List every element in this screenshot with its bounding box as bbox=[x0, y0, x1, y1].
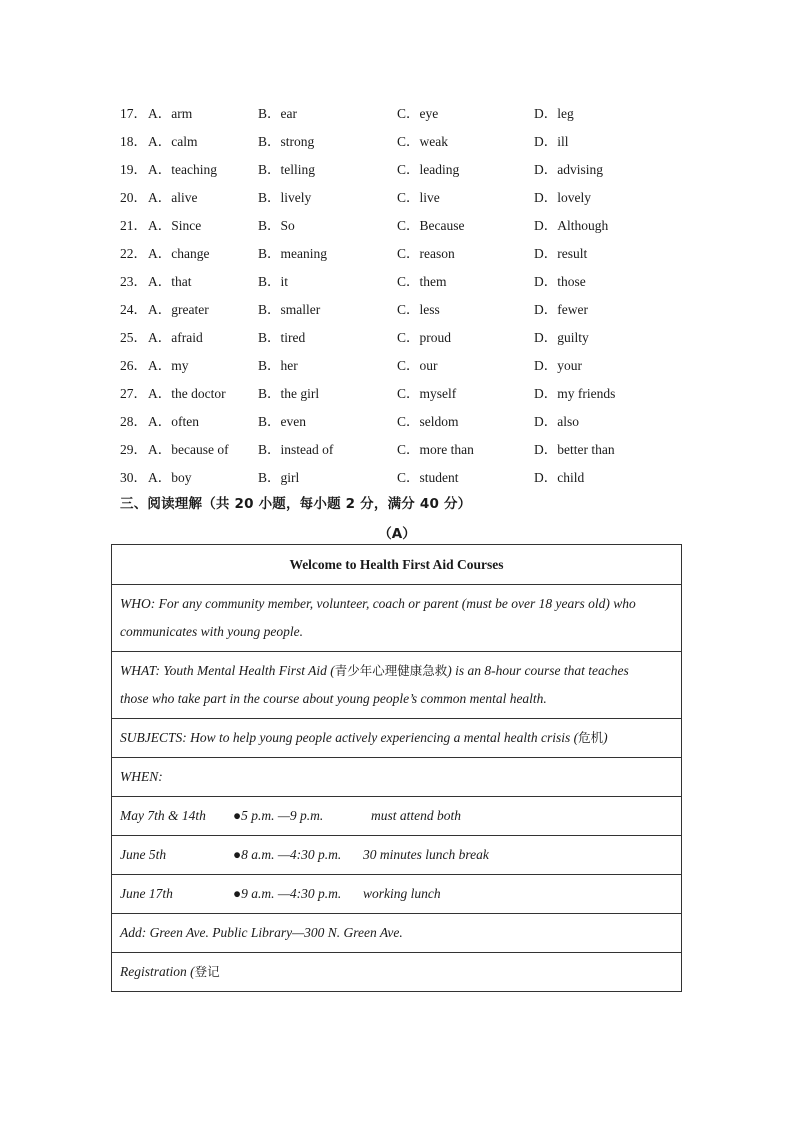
option-b: B．girl bbox=[258, 470, 300, 485]
option-a: A．Since bbox=[148, 218, 202, 233]
schedule-time: ●5 p.m. —9 p.m. bbox=[233, 808, 324, 823]
option-a: A．calm bbox=[148, 134, 198, 149]
who-cell bbox=[112, 584, 681, 651]
question-row-18 bbox=[120, 128, 680, 156]
schedule-row-2 bbox=[112, 835, 681, 874]
what-line-1 bbox=[120, 657, 673, 685]
subjects-text: SUBJECTS: How to help young people actively experiencing a mental health crisis ( bbox=[120, 730, 579, 745]
option-d: D．your bbox=[534, 358, 582, 373]
option-c: C．Because bbox=[397, 218, 465, 233]
question-number: 28． bbox=[120, 414, 147, 429]
schedule-time: ●9 a.m. —4:30 p.m. bbox=[233, 886, 342, 901]
question-row-17 bbox=[120, 100, 680, 128]
option-a: A．the doctor bbox=[148, 386, 226, 401]
option-b: B．her bbox=[258, 358, 298, 373]
registration-chinese-note: 登记 bbox=[194, 964, 220, 979]
schedule-time: ●8 a.m. —4:30 p.m. bbox=[233, 847, 342, 862]
question-number: 21． bbox=[120, 218, 147, 233]
question-row-29 bbox=[120, 436, 680, 464]
option-a: A．teaching bbox=[148, 162, 217, 177]
option-a: A．arm bbox=[148, 106, 193, 121]
option-a: A．afraid bbox=[148, 330, 203, 345]
question-number: 29． bbox=[120, 442, 147, 457]
schedule-note: must attend both bbox=[371, 808, 461, 823]
question-number: 22． bbox=[120, 246, 147, 261]
schedule-date: June 17th bbox=[120, 886, 173, 901]
option-b: B．smaller bbox=[258, 302, 321, 317]
option-c: C．our bbox=[397, 358, 438, 373]
question-row-26 bbox=[120, 352, 680, 380]
subjects-chinese-note: 危机 bbox=[578, 730, 604, 745]
schedule-note: 30 minutes lunch break bbox=[363, 847, 489, 862]
option-d: D．my friends bbox=[534, 386, 616, 401]
option-c: C．proud bbox=[397, 330, 451, 345]
option-c: C．reason bbox=[397, 246, 455, 261]
question-row-19 bbox=[120, 156, 680, 184]
option-d: D．fewer bbox=[534, 302, 588, 317]
who-line-2: communicates with young people. bbox=[120, 624, 303, 639]
what-chinese-note: 青少年心理健康急救 bbox=[334, 663, 448, 678]
who-line-1: WHO: For any community member, volunteer, coach or parent (must be over 18 years old) who bbox=[120, 596, 636, 611]
what-text-end: ) is an 8-hour course that teaches bbox=[447, 663, 629, 678]
option-d: D．child bbox=[534, 470, 585, 485]
question-number: 23． bbox=[120, 274, 147, 289]
subjects-close: ) bbox=[603, 730, 608, 745]
course-info-table bbox=[111, 544, 682, 992]
when-label: WHEN: bbox=[120, 769, 163, 784]
schedule-note: working lunch bbox=[363, 886, 441, 901]
question-number: 26． bbox=[120, 358, 147, 373]
address-cell bbox=[112, 913, 681, 952]
question-row-30 bbox=[120, 464, 680, 492]
option-c: C．weak bbox=[397, 134, 448, 149]
question-number: 24． bbox=[120, 302, 147, 317]
option-a: A．boy bbox=[148, 470, 192, 485]
option-b: B．strong bbox=[258, 134, 315, 149]
question-number: 18． bbox=[120, 134, 147, 149]
option-c: C．leading bbox=[397, 162, 460, 177]
option-d: D．leg bbox=[534, 106, 574, 121]
option-a: A．my bbox=[148, 358, 189, 373]
option-d: D．ill bbox=[534, 134, 569, 149]
when-cell bbox=[112, 757, 681, 796]
option-d: D．guilty bbox=[534, 330, 589, 345]
question-number: 17． bbox=[120, 106, 147, 121]
option-c: C．them bbox=[397, 274, 447, 289]
question-number: 20． bbox=[120, 190, 147, 205]
question-row-28 bbox=[120, 408, 680, 436]
option-a: A．often bbox=[148, 414, 199, 429]
answer-options-list bbox=[120, 100, 680, 492]
section-heading: 三、阅读理解（共 20 小题，每小题 2 分，满分 40 分） bbox=[120, 496, 472, 512]
question-row-24 bbox=[120, 296, 680, 324]
what-cell bbox=[112, 651, 681, 718]
option-b: B．it bbox=[258, 274, 289, 289]
option-d: D．those bbox=[534, 274, 586, 289]
question-row-21 bbox=[120, 212, 680, 240]
table-title: Welcome to Health First Aid Courses bbox=[289, 556, 504, 572]
question-number: 19． bbox=[120, 162, 147, 177]
what-line-2: those who take part in the course about young people’s common mental health. bbox=[120, 691, 547, 706]
question-number: 27． bbox=[120, 386, 147, 401]
option-c: C．seldom bbox=[397, 414, 459, 429]
question-row-22 bbox=[120, 240, 680, 268]
option-c: C．more than bbox=[397, 442, 474, 457]
option-b: B．lively bbox=[258, 190, 312, 205]
option-b: B．ear bbox=[258, 106, 297, 121]
registration-cell bbox=[112, 952, 681, 991]
option-a: A．change bbox=[148, 246, 210, 261]
subjects-cell bbox=[112, 718, 681, 757]
option-d: D．Although bbox=[534, 218, 609, 233]
question-row-27 bbox=[120, 380, 680, 408]
question-row-23 bbox=[120, 268, 680, 296]
what-text-start: WHAT: Youth Mental Health First Aid ( bbox=[120, 663, 335, 678]
option-d: D．also bbox=[534, 414, 579, 429]
option-b: B．instead of bbox=[258, 442, 334, 457]
option-a: A．that bbox=[148, 274, 192, 289]
question-row-20 bbox=[120, 184, 680, 212]
option-d: D．advising bbox=[534, 162, 603, 177]
option-c: C．myself bbox=[397, 386, 457, 401]
address-text: Add: Green Ave. Public Library—300 N. Green Ave. bbox=[120, 925, 403, 940]
option-b: B．the girl bbox=[258, 386, 320, 401]
schedule-row-3 bbox=[112, 874, 681, 913]
option-b: B．So bbox=[258, 218, 295, 233]
schedule-row-1 bbox=[112, 796, 681, 835]
question-row-25 bbox=[120, 324, 680, 352]
option-d: D．result bbox=[534, 246, 588, 261]
registration-text: Registration ( bbox=[120, 964, 195, 979]
option-d: D．better than bbox=[534, 442, 615, 457]
option-c: C．live bbox=[397, 190, 440, 205]
option-d: D．lovely bbox=[534, 190, 591, 205]
option-b: B．even bbox=[258, 414, 306, 429]
option-b: B．tired bbox=[258, 330, 306, 345]
option-c: C．less bbox=[397, 302, 440, 317]
option-a: A．greater bbox=[148, 302, 209, 317]
option-b: B．meaning bbox=[258, 246, 327, 261]
schedule-date: June 5th bbox=[120, 847, 167, 862]
passage-label: （A） bbox=[378, 526, 416, 542]
option-c: C．eye bbox=[397, 106, 439, 121]
option-c: C．student bbox=[397, 470, 459, 485]
question-number: 25． bbox=[120, 330, 147, 345]
option-b: B．telling bbox=[258, 162, 315, 177]
option-a: A．because of bbox=[148, 442, 229, 457]
option-a: A．alive bbox=[148, 190, 198, 205]
question-number: 30． bbox=[120, 470, 147, 485]
schedule-date: May 7th & 14th bbox=[120, 808, 206, 823]
